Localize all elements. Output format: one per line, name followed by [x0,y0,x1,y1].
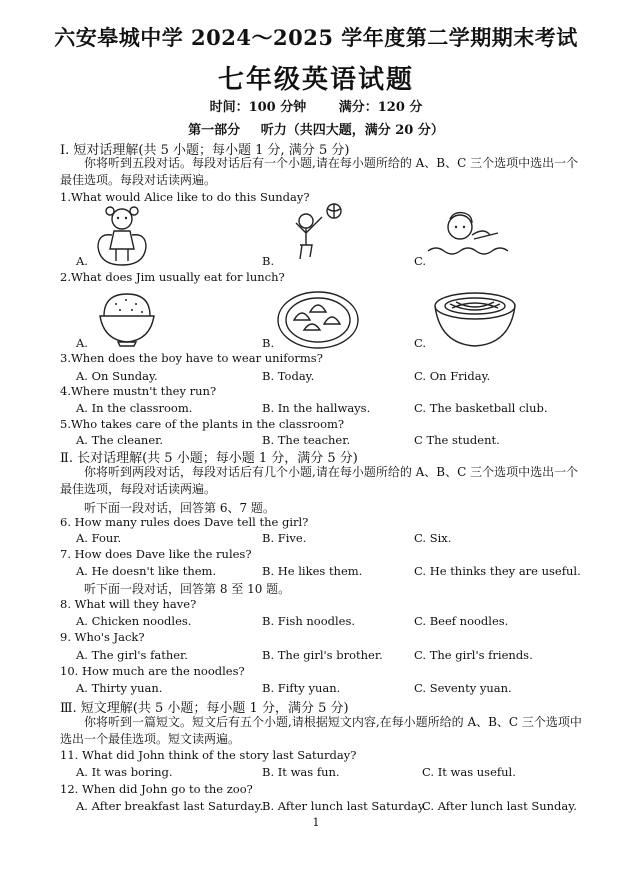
noodles-bowl-icon [432,290,518,350]
option-10b[interactable]: B. Fifty yuan. [262,681,341,695]
exam-time: 时间：100 分钟 [209,100,307,115]
section-2-instruction: 你将听到两段对话，每段对话后有几个小题,请在每小题所给的 A、B、C 三个选项中选出一个最佳选项，每段对话读两遍。 [60,465,579,496]
school-title: 六安皋城中学 2024～2025 学年度第二学期期末考试 [54,25,578,50]
page-number: 1 [312,816,320,829]
question-10: 10. How much are the noodles? [60,664,245,678]
option-3c[interactable]: C. On Friday. [414,369,491,383]
section-2-heading: Ⅱ. 长对话理解(共 5 小题；每小题 1 分，满分 5 分) [60,451,358,466]
section-2-sub2: 听下面一段对话，回答第 8 至 10 题。 [84,582,291,596]
question-2: 2.What does Jim usually eat for lunch? [60,270,285,284]
option-7b[interactable]: B. He likes them. [262,564,363,578]
option-5b[interactable]: B. The teacher. [262,433,351,447]
option-11a[interactable]: A. It was boring. [76,765,173,779]
option-12b[interactable]: B. After lunch last Saturday. [262,799,427,813]
option-10c[interactable]: C. Seventy yuan. [414,681,512,695]
question-9: 9. Who's Jack? [60,630,145,644]
question-11: 11. What did John think of the story last Saturday? [60,748,357,762]
option-4b[interactable]: B. In the hallways. [262,401,371,415]
exam-meta [0,96,632,115]
option-8a[interactable]: A. Chicken noodles. [76,614,192,628]
option-8b[interactable]: B. Fish noodles. [262,614,356,628]
option-1b[interactable]: B. [262,254,275,268]
question-6: 6. How many rules does Dave tell the girl? [60,515,309,529]
option-7a[interactable]: A. He doesn't like them. [76,564,217,578]
question-1: 1.What would Alice like to do this Sunday? [60,190,310,204]
option-10a[interactable]: A. Thirty yuan. [76,681,163,695]
option-2b[interactable]: B. [262,336,275,350]
option-1a[interactable]: A. [76,254,88,268]
section-3-instruction: 你将听到一篇短文。短文后有五个小题,请根据短文内容,在每小题所给的 A、B、C 三个选项中选出一个最佳选项。短文读两遍。 [60,715,582,746]
option-6c[interactable]: C. Six. [414,531,452,545]
option-5a[interactable]: A. The cleaner. [76,433,164,447]
option-4c[interactable]: C. The basketball club. [414,401,548,415]
section-2-sub1: 听下面一段对话，回答第 6、7 题。 [84,501,275,515]
option-2c[interactable]: C. [414,336,427,350]
option-9c[interactable]: C. The girl's friends. [414,648,533,662]
option-9b[interactable]: B. The girl's brother. [262,648,383,662]
option-6a[interactable]: A. Four. [76,531,122,545]
part-heading [0,119,632,138]
question-4: 4.Where mustn't they run? [60,384,217,398]
question-8: 8. What will they have? [60,597,197,611]
jump-rope-icon [92,203,152,267]
section-1-heading: Ⅰ. 短对话理解(共 5 小题；每小题 1 分, 满分 5 分) [60,143,350,158]
option-12a[interactable]: A. After breakfast last Saturday. [76,799,264,813]
dumplings-plate-icon [276,290,360,350]
option-9a[interactable]: A. The girl's father. [76,648,188,662]
question-7: 7. How does Dave like the rules? [60,547,252,561]
paper-title: 七年级英语试题 [217,65,414,95]
option-2a[interactable]: A. [76,336,88,350]
option-7c[interactable]: C. He thinks they are useful. [414,564,581,578]
option-1c[interactable]: C. [414,254,427,268]
option-6b[interactable]: B. Five. [262,531,307,545]
option-11c[interactable]: C. It was useful. [422,765,516,779]
part-name: 听力（共四大题，满分 20 分） [260,123,444,138]
option-11b[interactable]: B. It was fun. [262,765,340,779]
exam-score: 满分：120 分 [338,100,423,115]
question-3: 3.When does the boy have to wear uniforms? [60,351,323,365]
question-5: 5.Who takes care of the plants in the classroom? [60,417,345,431]
option-3a[interactable]: A. On Sunday. [76,369,158,383]
section-3-heading: Ⅲ. 短文理解(共 5 小题；每小题 1 分，满分 5 分) [60,701,349,716]
option-3b[interactable]: B. Today. [262,369,315,383]
rice-bowl-icon [98,292,156,348]
swimming-icon [428,205,508,261]
part-label: 第一部分 [188,123,241,138]
option-4a[interactable]: A. In the classroom. [76,401,193,415]
option-12c[interactable]: C. After lunch last Sunday. [422,799,577,813]
volleyball-icon [286,201,352,263]
option-5c[interactable]: C The student. [414,433,500,447]
option-8c[interactable]: C. Beef noodles. [414,614,509,628]
question-12: 12. When did John go to the zoo? [60,782,253,796]
section-1-instruction: 你将听到五段对话。每段对话后有一个小题,请在每小题所给的 A、B、C 三个选项中选出一个最佳选项。每段对话读两遍。 [60,156,579,187]
